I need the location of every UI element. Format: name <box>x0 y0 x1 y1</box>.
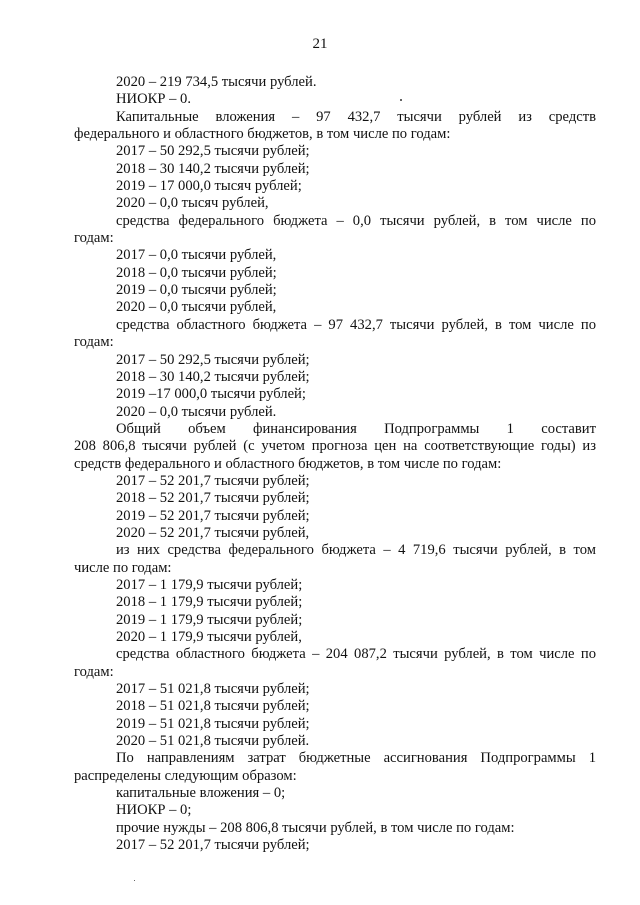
text-line: из них средства федерального бюджета – 4 719,6 тысячи рублей, в том <box>116 542 596 559</box>
page-number: 21 <box>312 36 328 52</box>
text-line: Общий объем финансирования Подпрограммы 1 составит <box>116 420 596 437</box>
text-line: 2018 – 30 140,2 тысячи рублей; <box>116 160 310 177</box>
text-line: 2018 – 51 021,8 тысячи рублей; <box>116 698 310 715</box>
text-line: прочие нужды – 208 806,8 тысячи рублей, в том числе по годам: <box>116 819 515 836</box>
text-line: годам: <box>74 334 114 351</box>
text-line: 2017 – 51 021,8 тысячи рублей; <box>116 681 310 698</box>
text-line: По направлениям затрат бюджетные ассигнования Подпрограммы 1 <box>116 750 596 767</box>
text-line: средства областного бюджета – 97 432,7 тысячи рублей, в том числе по <box>116 316 596 333</box>
text-line: НИОКР – 0. <box>116 91 192 108</box>
text-line: 2018 – 1 179,9 тысячи рублей; <box>116 594 303 611</box>
text-line: 2019 – 51 021,8 тысячи рублей; <box>116 715 310 732</box>
text-line: распределены следующим образом: <box>74 767 297 784</box>
body-text <box>74 74 596 854</box>
text-line: средства федерального бюджета – 0,0 тысячи рублей, в том числе по <box>116 212 596 229</box>
text-line: 2019 – 17 000,0 тысяч рублей; <box>116 178 302 195</box>
text-line: 2017 – 52 201,7 тысячи рублей; <box>116 837 310 854</box>
text-line: 2017 – 1 179,9 тысячи рублей; <box>116 576 303 593</box>
scan-speck <box>134 880 135 881</box>
text-line: годам: <box>74 663 114 680</box>
text-line: 2017 – 50 292,5 тысячи рублей; <box>116 143 310 160</box>
text-line: капитальные вложения – 0; <box>116 785 286 802</box>
text-line: 2018 – 30 140,2 тысячи рублей; <box>116 368 310 385</box>
text-line: 2018 – 0,0 тысячи рублей; <box>116 264 277 281</box>
text-line: Капитальные вложения – 97 432,7 тысячи рублей из средств <box>116 108 596 125</box>
text-line: 2020 – 51 021,8 тысячи рублей. <box>116 733 310 750</box>
text-line: 2019 – 0,0 тысячи рублей; <box>116 282 277 299</box>
text-line: НИОКР – 0; <box>116 802 192 819</box>
text-line: 2020 – 219 734,5 тысячи рублей. <box>116 74 317 90</box>
text-line: средства областного бюджета – 204 087,2 тысячи рублей, в том числе по <box>116 646 596 663</box>
text-line: 2020 – 0,0 тысячи рублей, <box>116 299 277 316</box>
text-line: годам: <box>74 230 114 247</box>
text-line: 2017 – 0,0 тысячи рублей, <box>116 247 277 264</box>
text-line: 2019 – 52 201,7 тысячи рублей; <box>116 507 310 524</box>
text-line: 2019 –17 000,0 тысячи рублей; <box>116 386 306 403</box>
text-line: числе по годам: <box>74 559 172 576</box>
text-line: федерального и областного бюджетов, в том числе по годам: <box>74 126 451 143</box>
text-line: 2019 – 1 179,9 тысячи рублей; <box>116 611 303 628</box>
text-line: 2020 – 0,0 тысяч рублей, <box>116 195 269 212</box>
text-line: 208 806,8 тысячи рублей (с учетом прогноза цен на соответствующие годы) из <box>74 438 596 455</box>
text-line: 2020 – 1 179,9 тысячи рублей, <box>116 629 302 645</box>
text-line: 2020 – 0,0 тысячи рублей. <box>116 403 277 420</box>
text-line: средств федерального и областного бюджетов, в том числе по годам: <box>74 455 502 472</box>
text-line: 2017 – 52 201,7 тысячи рублей; <box>116 472 310 489</box>
text-line: 2020 – 52 201,7 тысячи рублей, <box>116 524 310 541</box>
text-line: 2018 – 52 201,7 тысячи рублей; <box>116 490 310 507</box>
text-line: 2017 – 50 292,5 тысячи рублей; <box>116 351 310 368</box>
